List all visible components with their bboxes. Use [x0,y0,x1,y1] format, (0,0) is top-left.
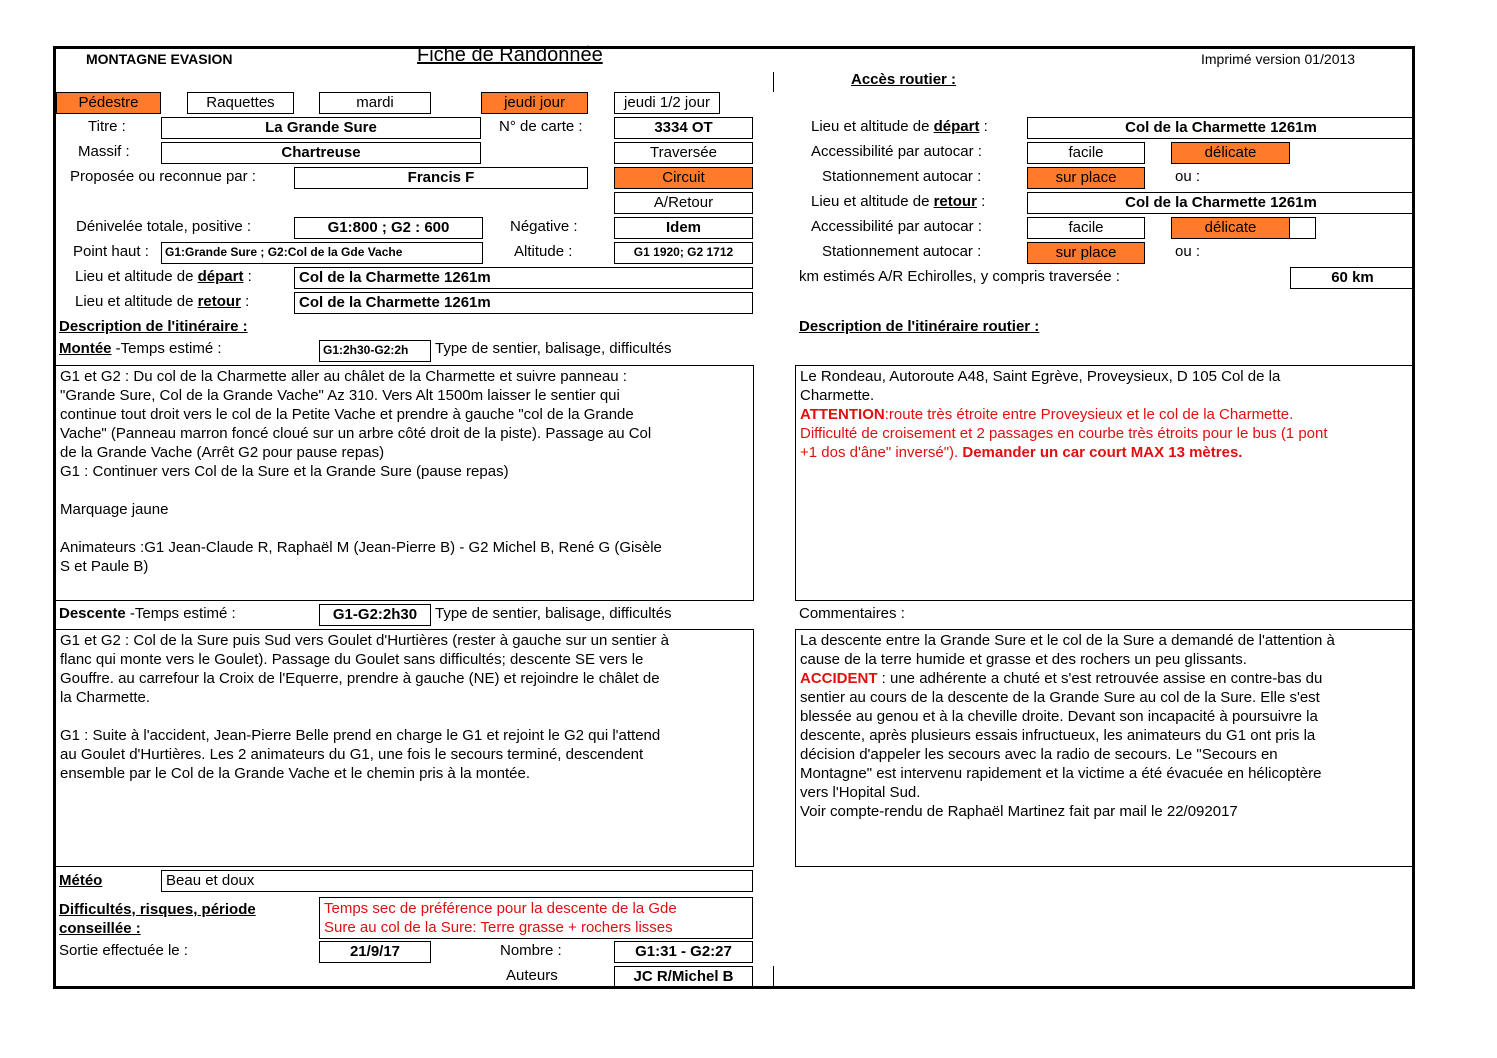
descente-label-text: -Temps estimé : [125,605,236,622]
altitude-label: Altitude : [514,243,573,260]
carte-label: N° de carte : [499,118,583,135]
difficultes-label-2: conseillée : [59,920,141,937]
road-facile-1: facile [1027,142,1145,164]
montee-line: Animateurs :G1 Jean-Claude R, Raphaël M (Jean-Pierre B) - G2 Michel B, René G (Gisèle [60,539,662,556]
comment-line: décision d'appeler les secours avec la radio de secours. Le "Secours en [800,746,1278,763]
road-desc-line-5b: Demander un car court MAX 13 mètres. [962,444,1243,461]
negative-label: Négative : [510,218,578,235]
descente-time: G1-G2:2h30 [319,604,431,626]
retour-value: Col de la Charmette 1261m [294,292,753,314]
altitude-value: G1 1920; G2 1712 [614,242,753,264]
type-raquettes: Raquettes [187,92,294,114]
comments-box [795,629,1415,867]
road-depart-label-colon: : [983,118,988,135]
org-name: MONTAGNE EVASION [86,51,233,67]
road-desc-heading: Description de l'itinéraire routier : [799,318,1040,335]
difficultes-line: Sure au col de la Sure: Terre grasse + rochers lisses [324,919,673,936]
attention-text: :route très étroite entre Proveysieux et le col de la Charmette. [884,406,1294,423]
road-parking-label-2: Stationnement autocar : [822,243,982,260]
montee-line: de la Grande Vache (Arrêt G2 pour pause repas) [60,444,385,461]
sortie-value: 21/9/17 [319,941,431,963]
difficultes-line: Temps sec de préférence pour la descente de la Gde [324,900,677,917]
depart-label-word: départ [197,268,244,285]
descente-line: G1 et G2 : Col de la Sure puis Sud vers Goulet d'Hurtières (rester à gauche sur un sentier à [60,632,670,649]
point-haut-value: G1:Grande Sure ; G2:Col de la Gde Vache [161,242,483,264]
road-retour-value: Col de la Charmette 1261m [1027,192,1415,214]
road-delicate-2: délicate [1171,217,1290,239]
meteo-label: Météo [59,872,103,889]
massif-label: Massif : [78,143,130,160]
montee-line: Marquage jaune [60,501,169,518]
road-desc-line: Charmette. [800,387,875,404]
road-access-label-1: Accessibilité par autocar : [811,143,982,160]
montee-word: Montée [59,340,112,357]
km-value: 60 km [1290,267,1415,289]
difficultes-label-1: Difficultés, risques, période [59,901,256,918]
road-access-heading: Accès routier : [851,71,957,88]
depart-label-prefix: Lieu et altitude de [75,268,198,285]
divider [773,72,774,92]
montee-line: "Grande Sure, Col de la Grande Vache" Az 310. Vers Alt 1500m laisser le sentier qui [60,387,620,404]
depart-label [75,267,252,287]
descente-word: Descente [59,605,126,622]
comment-accident-line [800,669,1410,688]
type-traversee: Traversée [614,142,753,164]
desc-heading: Description de l'itinéraire : [59,318,248,335]
version-label: Imprimé version 01/2013 [1201,51,1356,67]
comment-line: La descente entre la Grande Sure et le col de la Sure a demandé de l'attention à [800,632,1335,649]
road-description [795,365,1415,601]
sortie-label: Sortie effectuée le : [59,942,188,959]
type-jeudi-demi: jeudi 1/2 jour [614,92,720,114]
point-haut-label: Point haut : [73,243,149,260]
depart-value: Col de la Charmette 1261m [294,267,753,289]
road-ou-1: ou : [1175,168,1201,185]
nombre-label: Nombre : [500,942,562,959]
road-access-label-2: Accessibilité par autocar : [811,218,982,235]
montee-line [60,519,749,538]
descente-line: Gouffre. au carrefour la Croix de l'Equerre, prendre à gauche (NE) et rejoindre le châlet de [60,670,660,687]
road-sur-place-2: sur place [1027,242,1145,264]
road-depart-value: Col de la Charmette 1261m [1027,117,1415,139]
road-depart-label-word: départ [933,118,980,135]
montee-label [59,339,222,359]
road-delicate-1: délicate [1171,142,1290,164]
comments-heading: Commentaires : [799,605,905,622]
propose-label: Proposée ou reconnue par : [70,168,256,185]
montee-time: G1:2h30-G2:2h [319,340,431,362]
montee-sentier-label: Type de sentier, balisage, difficultés [435,340,672,357]
type-mardi: mardi [319,92,431,114]
type-pedestre: Pédestre [56,92,161,114]
comment-line: descente, après plusieurs essais infructueux, les animateurs du G1 ont pris la [800,727,1316,744]
road-retour-label-prefix: Lieu et altitude de [811,193,934,210]
attention-word: ATTENTION [800,406,885,423]
montee-line: S et Paule B) [60,558,149,575]
road-desc-line-5a: +1 dos d'âne" inversé"). [800,444,963,461]
denivele-value: G1:800 ; G2 : 600 [294,217,483,239]
titre-value: La Grande Sure [161,117,481,139]
propose-value: Francis F [294,167,588,189]
road-extra-box [1289,217,1316,239]
type-jeudi-jour: jeudi jour [481,92,588,114]
montee-line: continue tout droit vers le col de la Petite Vache et prendre à gauche "col de la Grande [60,406,634,423]
descente-line: au Goulet d'Hurtières. Les 2 animateurs du G1, une fois le secours terminé, descendent [60,746,644,763]
montee-line: G1 : Continuer vers Col de la Sure et la Grande Sure (pause repas) [60,463,509,480]
denivele-label: Dénivelée totale, positive : [76,218,252,235]
road-desc-line-5 [800,443,1410,462]
road-retour-label-colon: : [981,193,986,210]
type-circuit: Circuit [614,167,753,189]
comment-line: sentier au cours de la descente de la Grande Sure au col de la Sure. Elle s'est [800,689,1320,706]
retour-label-prefix: Lieu et altitude de [75,293,198,310]
comment-line: blessée au genou et à la cheville droite. Devant son incapacité à poursuivre la [800,708,1318,725]
negative-value: Idem [614,217,753,239]
descente-line: flanc qui monte vers le Goulet). Passage du Goulet sans difficultés; descente SE vers le [60,651,644,668]
massif-value: Chartreuse [161,142,481,164]
montee-line: Vache" (Panneau marron foncé cloué sur un arbre côté droit de la piste). Passage au Col [60,425,652,442]
comment-line: Montagne" est intervenu rapidement et la victime a été évacuée en hélicoptère [800,765,1322,782]
meteo-value: Beau et doux [161,870,753,892]
descente-label [59,604,236,624]
accident-text: : une adhérente a chuté et s'est retrouvée assise en contre-bas du [877,670,1323,687]
carte-value: 3334 OT [614,117,753,139]
road-desc-line: Le Rondeau, Autoroute A48, Saint Egrève, Proveysieux, D 105 Col de la [800,368,1281,385]
descente-line: ensemble par le Col de la Grande Vache et le chemin pris à la montée. [60,765,530,782]
km-label: km estimés A/R Echirolles, y compris traversée : [799,268,1120,285]
comment-line: cause de la terre humide et grasse et des rochers un peu glissants. [800,651,1247,668]
retour-label-colon: : [245,293,250,310]
divider-bottom [773,966,774,986]
road-depart-label-prefix: Lieu et altitude de [811,118,934,135]
road-depart-label [811,117,988,137]
road-sur-place-1: sur place [1027,167,1145,189]
type-aretour: A/Retour [614,192,753,214]
retour-label-word: retour [197,293,241,310]
montee-description [55,365,754,601]
descente-sentier-label: Type de sentier, balisage, difficultés [435,605,672,622]
difficultes-value [319,897,753,939]
page-title: Fiche de Randonnée [417,44,603,66]
montee-line [60,481,749,500]
comment-line: vers l'Hopital Sud. [800,784,921,801]
titre-label: Titre : [88,118,126,135]
descente-line [60,707,749,726]
descente-line: la Charmette. [60,689,151,706]
road-desc-line: Difficulté de croisement et 2 passages en courbe très étroits pour le bus (1 pont [800,425,1328,442]
montee-line: G1 et G2 : Du col de la Charmette aller au châlet de la Charmette et suivre panneau : [60,368,627,385]
descente-description [55,629,754,867]
depart-label-colon: : [247,268,252,285]
road-retour-label-word: retour [933,193,977,210]
comment-line: Voir compte-rendu de Raphaël Martinez fait par mail le 22/092017 [800,803,1238,820]
auteurs-label: Auteurs [506,967,558,984]
road-retour-label [811,192,985,212]
accident-word: ACCIDENT [800,670,878,687]
nombre-value: G1:31 - G2:27 [614,941,753,963]
montee-label-text: -Temps estimé : [111,340,222,357]
retour-label [75,292,249,312]
descente-line: G1 : Suite à l'accident, Jean-Pierre Belle prend en charge le G1 et rejoint le G2 qui l'attend [60,727,661,744]
auteurs-value: JC R/Michel B [614,966,753,988]
road-desc-attention [800,405,1410,424]
road-facile-2: facile [1027,217,1145,239]
road-parking-label-1: Stationnement autocar : [822,168,982,185]
road-ou-2: ou : [1175,243,1201,260]
